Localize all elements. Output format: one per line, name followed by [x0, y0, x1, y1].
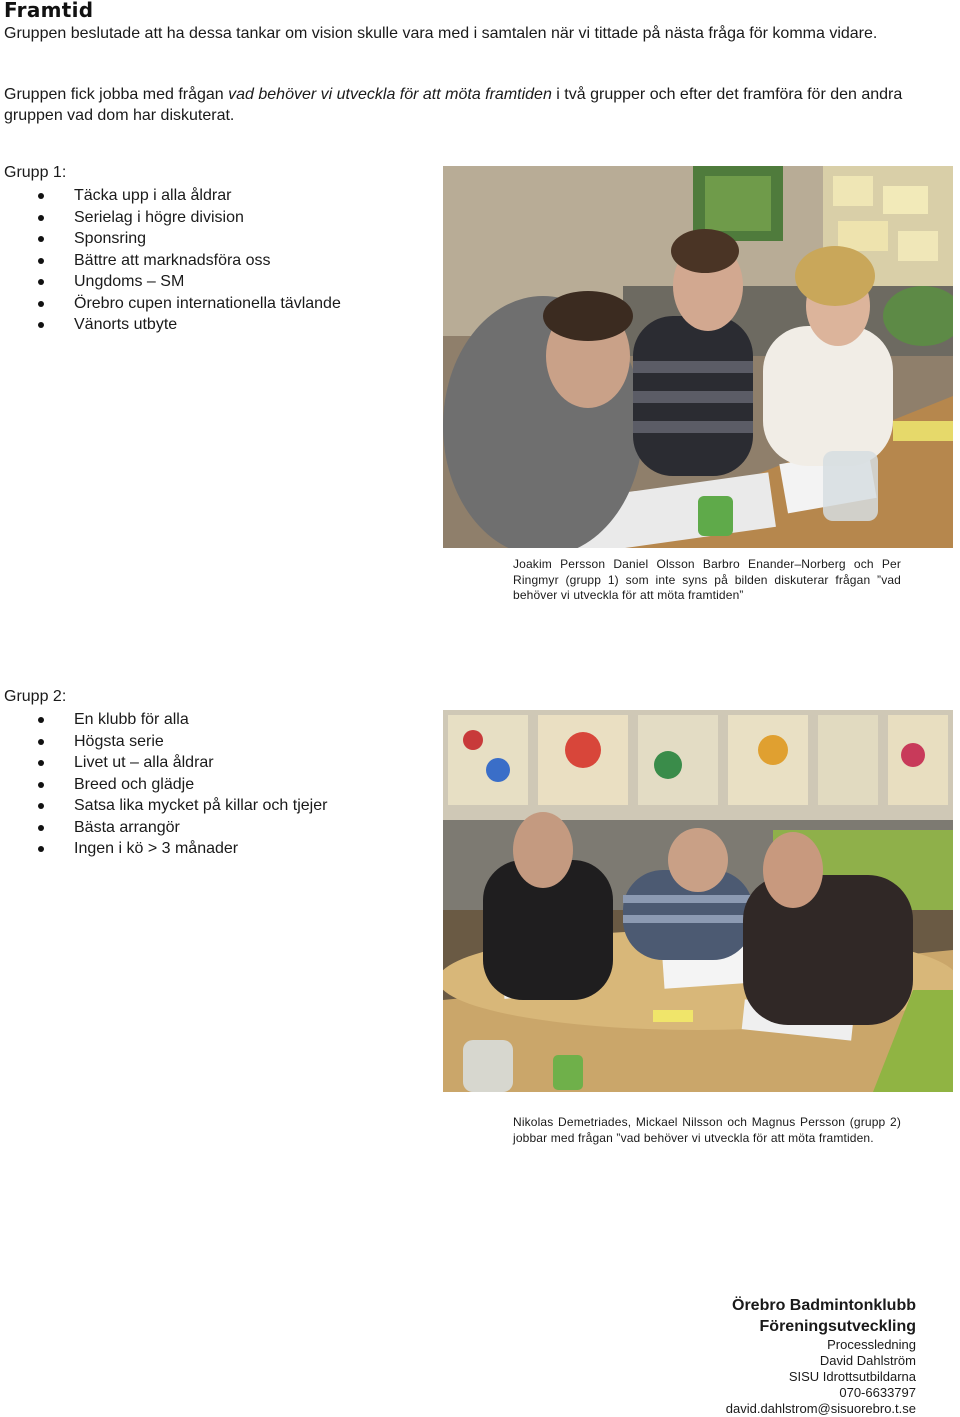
group2-list	[38, 709, 327, 860]
contact-block	[726, 1295, 916, 1417]
group2-photo	[443, 710, 953, 1092]
contact-name: David Dahlström	[819, 1353, 916, 1368]
list-item: Satsa lika mycket på killar och tjejer	[38, 795, 327, 817]
page-heading: Framtid	[4, 0, 94, 22]
project-title: Föreningsutveckling	[759, 1318, 916, 1335]
list-item: Bästa arrangör	[38, 817, 327, 839]
intro-question-italic: vad behöver vi utveckla för att möta framtiden	[228, 86, 552, 103]
list-item: En klubb för alla	[38, 709, 327, 731]
list-item: Breed och glädje	[38, 774, 327, 796]
group1-photo-caption: Joakim Persson Daniel Olsson Barbro Enander–Norberg och Per Ringmyr (grupp 1) som inte syns på bilden diskuterar frågan ”vad behöver vi utveckla för att möta framtiden”	[513, 557, 901, 602]
group2-photo-caption: Nikolas Demetriades, Mickael Nilsson och Magnus Persson (grupp 2) jobbar med frågan ”vad behöver vi utveckla för att möta framtiden.	[513, 1115, 901, 1145]
list-item: Bättre att marknadsföra oss	[38, 250, 341, 272]
list-item: Livet ut – alla åldrar	[38, 752, 327, 774]
list-item: Täcka upp i alla åldrar	[38, 185, 341, 207]
list-item: Ungdoms – SM	[38, 271, 341, 293]
contact-role: Processledning	[827, 1337, 916, 1352]
intro-paragraph-2	[4, 84, 904, 126]
group1-label: Grupp 1:	[4, 164, 67, 181]
contact-company: SISU Idrottsutbildarna	[788, 1369, 916, 1384]
list-item: Örebro cupen internationella tävlande	[38, 293, 341, 315]
group2-label: Grupp 2:	[4, 688, 67, 705]
list-item: Vänorts utbyte	[38, 314, 341, 336]
organization-name: Örebro Badmintonklubb	[732, 1297, 916, 1314]
intro-text-end: i två grupper och efter det framföra för den andra gruppen vad dom har diskuterat.	[4, 86, 903, 124]
list-item: Serielag i högre division	[38, 207, 341, 229]
group1-photo	[443, 166, 953, 548]
group1-list	[38, 185, 341, 336]
list-item: Högsta serie	[38, 731, 327, 753]
list-item: Sponsring	[38, 228, 341, 250]
list-item: Ingen i kö > 3 månader	[38, 838, 327, 860]
intro-paragraph-1: Gruppen beslutade att ha dessa tankar om vision skulle vara med i samtalen när vi tittade på nästa fråga för komma vidare.	[4, 25, 878, 42]
intro-text-start: Gruppen fick jobba med frågan	[4, 86, 229, 103]
contact-email: david.dahlstrom@sisuorebro.t.se	[725, 1401, 916, 1416]
contact-phone: 070-6633797	[839, 1385, 916, 1400]
